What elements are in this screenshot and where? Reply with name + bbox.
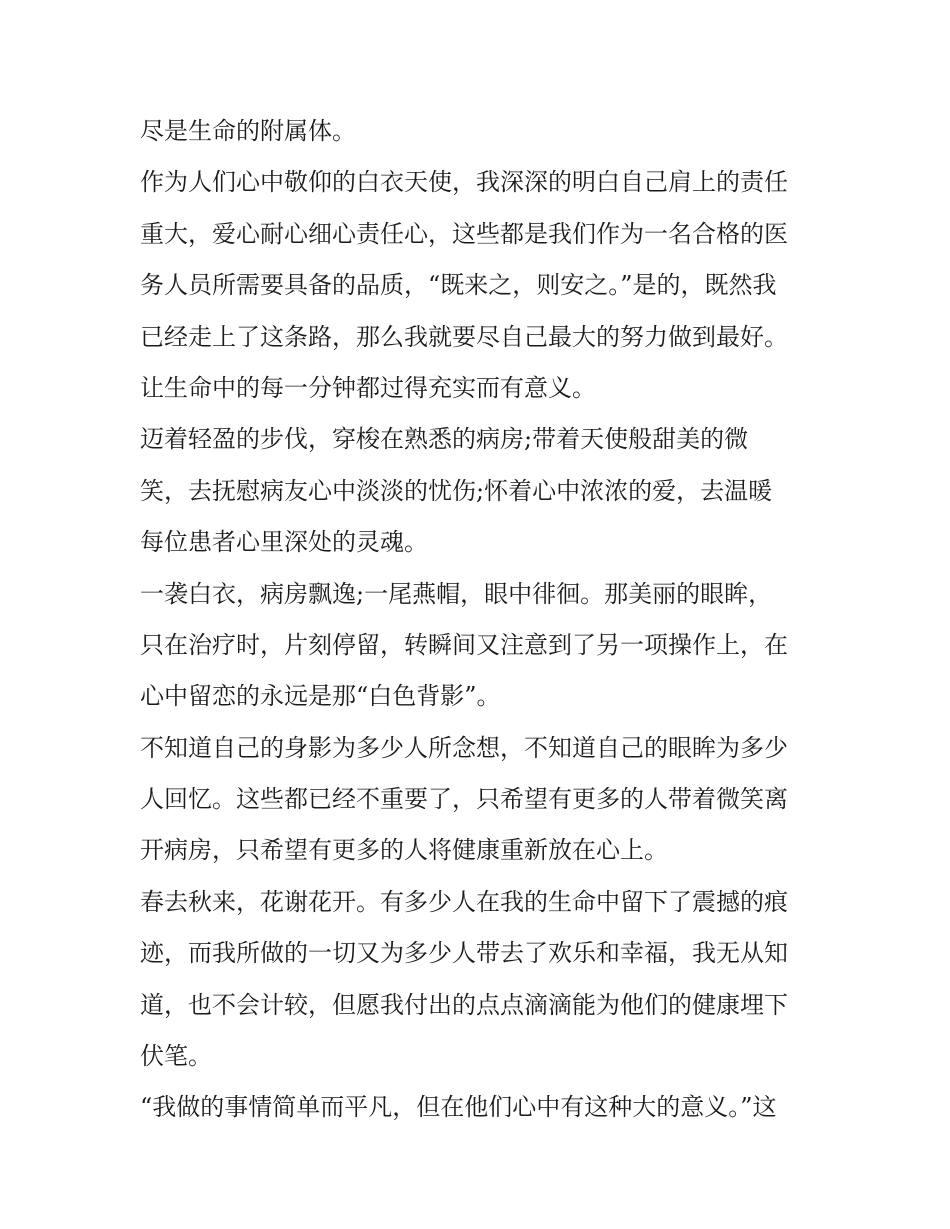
text-line: 作为人们心中敬仰的白衣天使，我深深的明白自己肩上的责任 <box>140 168 788 197</box>
text-line: 迈着轻盈的步伐，穿梭在熟悉的病房;带着天使般甜美的微 <box>140 425 749 454</box>
text-line: 心中留恋的永远是那“白色背影”。 <box>140 682 501 711</box>
text-line: 每位患者心里深处的灵魂。 <box>140 528 428 557</box>
text-line: 不知道自己的身影为多少人所念想，不知道自己的眼眸为多少 <box>140 733 788 762</box>
text-line: 人回忆。这些都已经不重要了，只希望有更多的人带着微笑离 <box>140 785 788 814</box>
text-line: 务人员所需要具备的品质，“既来之，则安之。”是的，既然我 <box>140 271 777 300</box>
text-line: 道，也不会计较，但愿我付出的点点滴滴能为他们的健康埋下 <box>140 990 788 1019</box>
text-line: 只在治疗时，片刻停留，转瞬间又注意到了另一项操作上，在 <box>140 630 788 659</box>
text-line: 伏笔。 <box>140 1042 212 1071</box>
text-line: 笑，去抚慰病友心中淡淡的忧伤;怀着心中浓浓的爱，去温暖 <box>140 476 773 505</box>
body-text <box>140 106 820 1134</box>
text-line: 让生命中的每一分钟都过得充实而有意义。 <box>140 373 596 402</box>
text-line: 开病房，只希望有更多的人将健康重新放在心上。 <box>140 836 668 865</box>
text-line: 春去秋来，花谢花开。有多少人在我的生命中留下了震撼的痕 <box>140 887 788 916</box>
text-line: 一袭白衣，病房飘逸;一尾燕帽，眼中徘徊。那美丽的眼眸， <box>140 579 773 608</box>
text-line: 已经走上了这条路，那么我就要尽自己最大的努力做到最好。 <box>140 322 788 351</box>
text-line: 迹，而我所做的一切又为多少人带去了欢乐和幸福，我无从知 <box>140 939 788 968</box>
text-line: 重大，爱心耐心细心责任心，这些都是我们作为一名合格的医 <box>140 219 788 248</box>
text-line: “我做的事情简单而平凡，但在他们心中有这种大的意义。”这 <box>140 1093 777 1122</box>
text-line: 尽是生命的附属体。 <box>140 117 356 145</box>
